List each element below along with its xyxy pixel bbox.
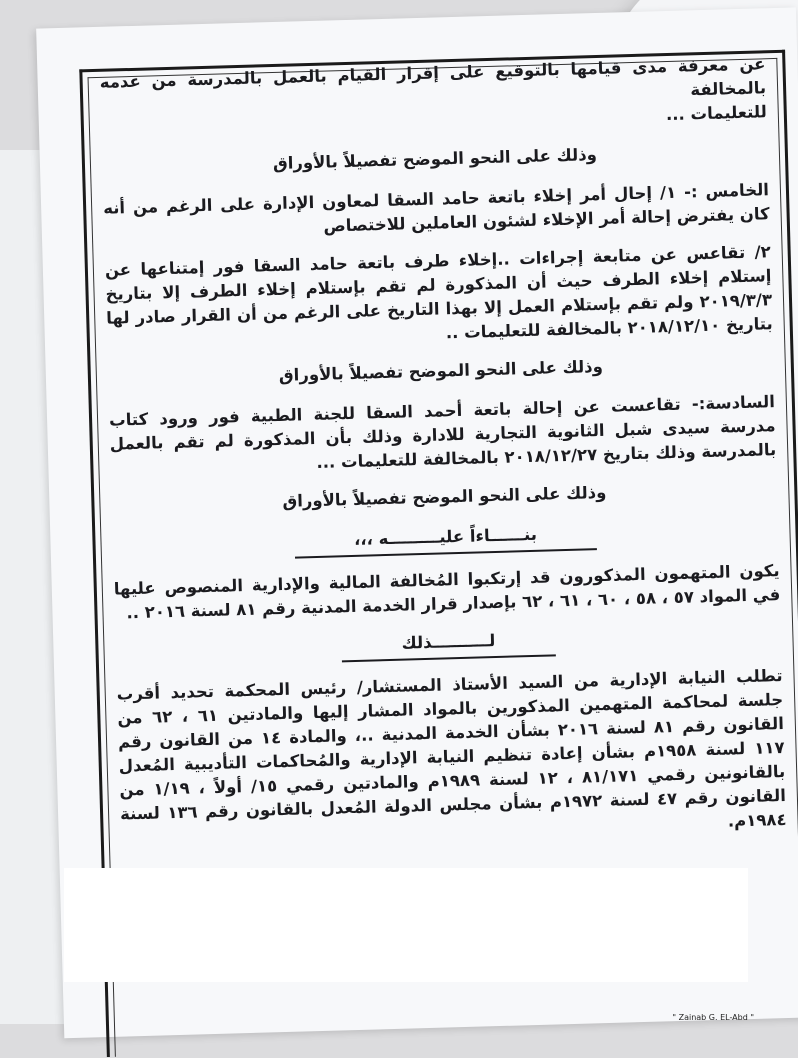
sixth-text: تقاعست عن إحالة باتعة أحمد السقا للجنة الطبية فور ورود كتاب مدرسة سيدى شبل الثانوية التجارية للادارة وذلك بأن المذكورة لم تقم بالعمل بالمدرسة وذلك بتاريخ ٢٠١٨/١٢/٢٧ بالمخالفة للتعليمات ... <box>108 394 777 472</box>
intro-line-1: عن معرفة مدى قيامها بالتوقيع على إقرار القيام بالعمل بالمدرسة من عدمه بالمخالفة <box>99 54 767 100</box>
document-body <box>99 52 787 850</box>
intro-line-2: للتعليمات ... <box>665 102 768 125</box>
section-heading-2: وذلك على النحو الموضح تفصيلاً بالأوراق <box>278 356 604 385</box>
sixth-label: السادسة:- <box>691 392 776 414</box>
section-heading-3: وذلك على النحو الموضح تفصيلاً بالأوراق <box>282 482 607 511</box>
redaction-box <box>64 868 748 982</box>
based-heading-wrap <box>112 516 779 564</box>
fifth-item-1-text: ١/ إحال أمر إخلاء باتعة حامد السقا لمعاون الإدارة على الرغم من أنه كان يفترض إحالة أمر الإخلاء لشئون العاملين للاختصاص <box>102 182 770 236</box>
based-paragraph: يكون المتهمون المذكورون قد إرتكبوا المُخالفة المالية والإدارية المنصوص عليها في المواد ٥٧ ، ٥٨ ، ٦٠ ، ٦١ ، ٦٢ بإصدار قرار الخدمة المدنية رقم ٨١ لسنة ٢٠١٦ .. <box>113 561 781 623</box>
based-heading: بنــــــاءاً عليـــــــــه ،،، <box>294 521 598 558</box>
fifth-item-2: ٢/ تقاعس عن متابعة إجراءات ..إخلاء طرف باتعة حامد السقا فور إمتناعها عن إستلام إخلاء الطرف حيث أن المذكورة لم تقم بإستلام إخلاء الطرف إلا بتاريخ ٢٠١٩/٣/٣ ولم تقم بإستلام العمل إلا بهذا التاريخ على الرغم من أن القرار صادر لها بتاريخ ٢٠١٨/١٢/١٠ بالمخالفة للتعليمات .. <box>104 242 773 343</box>
therefore-heading: لــــــــــذلك <box>341 627 555 662</box>
fifth-item-1 <box>103 178 770 245</box>
section-heading-1: وذلك على النحو الموضح تفصيلاً بالأوراق <box>272 145 598 174</box>
fifth-label: الخامس :- <box>683 180 770 202</box>
sixth-paragraph <box>109 390 777 481</box>
therefore-heading-wrap <box>115 621 782 669</box>
therefore-paragraph: تطلب النيابة الإدارية من السيد الأستاذ المستشار/ رئيس المحكمة تحديد أقرب جلسة لمحاكمة المتهمين المذكورين بالمواد المشار إليها والمادتين ٦١ ، ٦٢ من القانون رقم ٨١ لسنة ٢٠١٦ بشأن الخدمة المدنية ..، والمادة ١٤ من القانون رقم ١١٧ لسنة ١٩٥٨م بشأن إعادة تنظيم النيابة الإدارية والمُحاكمات التأديبية المُعدل بالقانونين رقمي ٨١/١٧١ ، ١٢ لسنة ١٩٨٩م والمادتين رقمي ١٥/ أولاً ، ١/١٩ من القانون رقم ٤٧ لسنة ١٩٧٢م بشأن مجلس الدولة المُعدل بالقانون رقم ١٣٦ لسنة ١٩٨٤م. <box>116 666 787 831</box>
signature-text: " Zainab G. EL-Abd " <box>672 1013 754 1022</box>
